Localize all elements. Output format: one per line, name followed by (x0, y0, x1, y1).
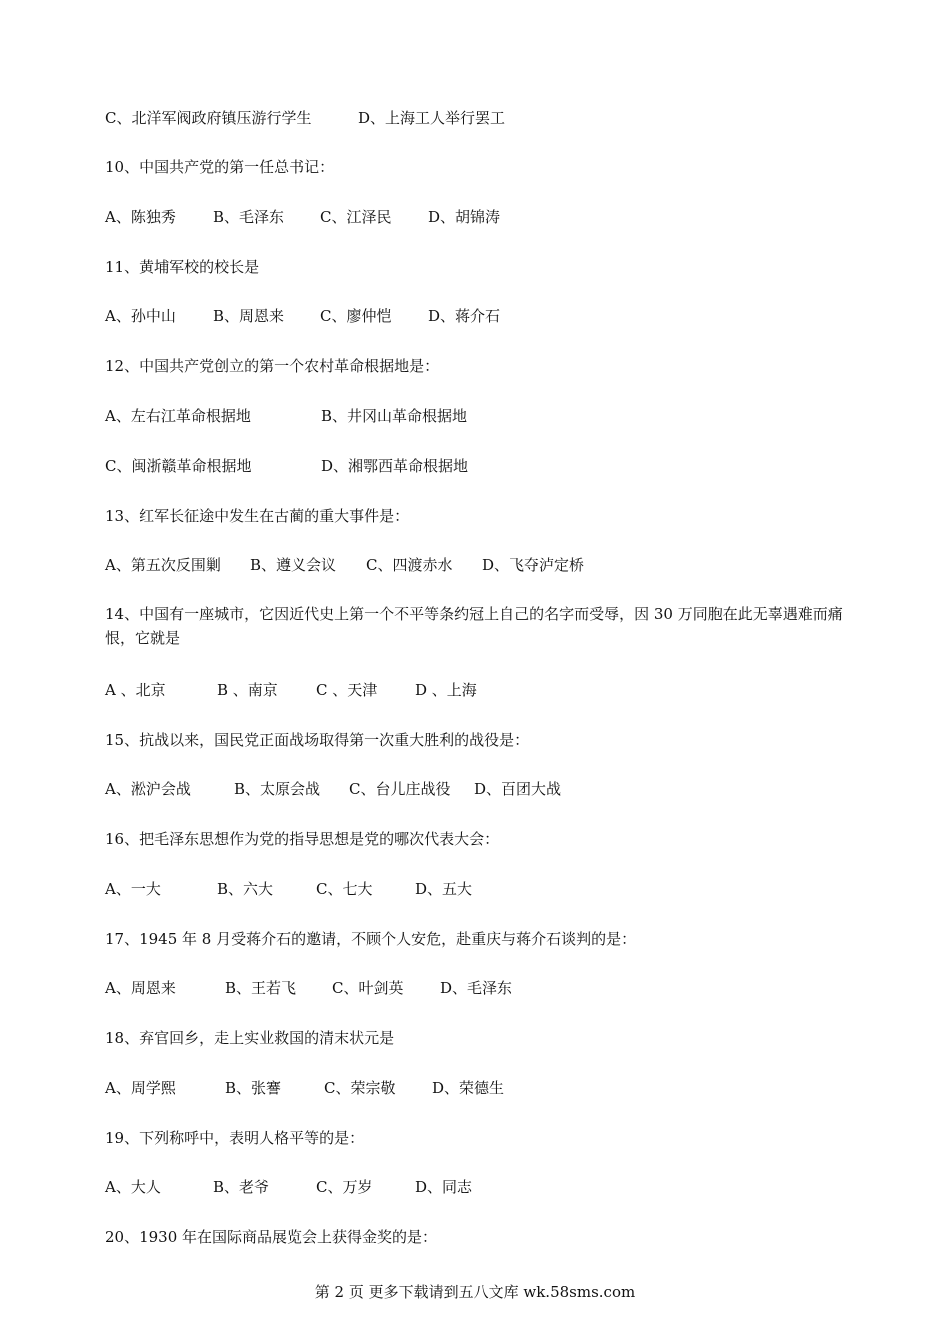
option-a: A、周恩来 (105, 979, 176, 997)
option-c: C、江泽民 (320, 208, 392, 226)
option-a: A、一大 (105, 880, 161, 898)
option-d: D、同志 (415, 1178, 473, 1196)
option-b: B、王若飞 (225, 979, 297, 997)
option-d: D、五大 (415, 880, 473, 898)
option-a: A、陈独秀 (105, 208, 176, 226)
question-16-stem: 16、把毛泽东思想作为党的指导思想是党的哪次代表大会： (105, 830, 500, 848)
question-14-stem: 14、中国有一座城市，它因近代史上第一个不平等条约冠上自己的名字而受辱，因 30 万同胞在此无辜遇难而痛恨，它就是 (105, 605, 843, 647)
option-c: C、廖仲恺 (320, 307, 392, 325)
question-10-stem: 10、中国共产党的第一任总书记： (105, 158, 335, 176)
question-17-stem: 17、1945 年 8 月受蒋介石的邀请，不顾个人安危，赴重庆与蒋介石谈判的是： (105, 930, 637, 948)
option-a: A、大人 (105, 1178, 161, 1196)
option-d: D 、上海 (415, 681, 477, 699)
option-c: C 、天津 (316, 681, 378, 699)
option-b: B、井冈山革命根据地 (321, 407, 468, 425)
option-d: D、毛泽东 (440, 979, 513, 997)
option-d: D、上海工人举行罢工 (358, 109, 506, 127)
question-15-stem: 15、抗战以来，国民党正面战场取得第一次重大胜利的战役是： (105, 731, 530, 749)
option-a: A、孙中山 (105, 307, 176, 325)
option-c: C、北洋军阀政府镇压游行学生 (105, 109, 312, 127)
option-b: B、老爷 (213, 1178, 270, 1196)
option-c: C、四渡赤水 (366, 556, 453, 574)
option-b: B、太原会战 (234, 780, 321, 798)
question-11-stem: 11、黄埔军校的校长是 (105, 258, 260, 276)
option-c: C、万岁 (316, 1178, 373, 1196)
option-b: B、张謇 (225, 1079, 282, 1097)
option-c: C、叶剑英 (332, 979, 404, 997)
option-a: A、淞沪会战 (105, 780, 191, 798)
option-a: A、第五次反围剿 (105, 556, 221, 574)
option-d: D、湘鄂西革命根据地 (321, 457, 469, 475)
option-b: B 、南京 (217, 681, 278, 699)
option-c: C、台儿庄战役 (349, 780, 451, 798)
question-20-stem: 20、1930 年在国际商品展览会上获得金奖的是： (105, 1228, 438, 1246)
option-c: C、七大 (316, 880, 373, 898)
option-d: D、胡锦涛 (428, 208, 501, 226)
page-footer: 第 2 页 更多下载请到五八文库 wk.58sms.com (314, 1283, 636, 1301)
question-18-stem: 18、弃官回乡，走上实业救国的清末状元是 (105, 1029, 395, 1047)
option-b: B、毛泽东 (213, 208, 285, 226)
option-d: D、蒋介石 (428, 307, 501, 325)
option-a: A 、北京 (105, 681, 166, 699)
option-d: D、飞夺泸定桥 (482, 556, 585, 574)
option-c: C、闽浙赣革命根据地 (105, 457, 252, 475)
option-a: A、周学熙 (105, 1079, 176, 1097)
option-b: B、六大 (217, 880, 274, 898)
question-12-stem: 12、中国共产党创立的第一个农村革命根据地是： (105, 357, 440, 375)
question-13-stem: 13、红军长征途中发生在古蔺的重大事件是： (105, 507, 410, 525)
option-d: D、荣德生 (432, 1079, 505, 1097)
question-19-stem: 19、下列称呼中，表明人格平等的是： (105, 1129, 365, 1147)
option-b: B、遵义会议 (250, 556, 337, 574)
option-d: D、百团大战 (474, 780, 562, 798)
option-b: B、周恩来 (213, 307, 285, 325)
option-a: A、左右江革命根据地 (105, 407, 251, 425)
option-c: C、荣宗敬 (324, 1079, 396, 1097)
